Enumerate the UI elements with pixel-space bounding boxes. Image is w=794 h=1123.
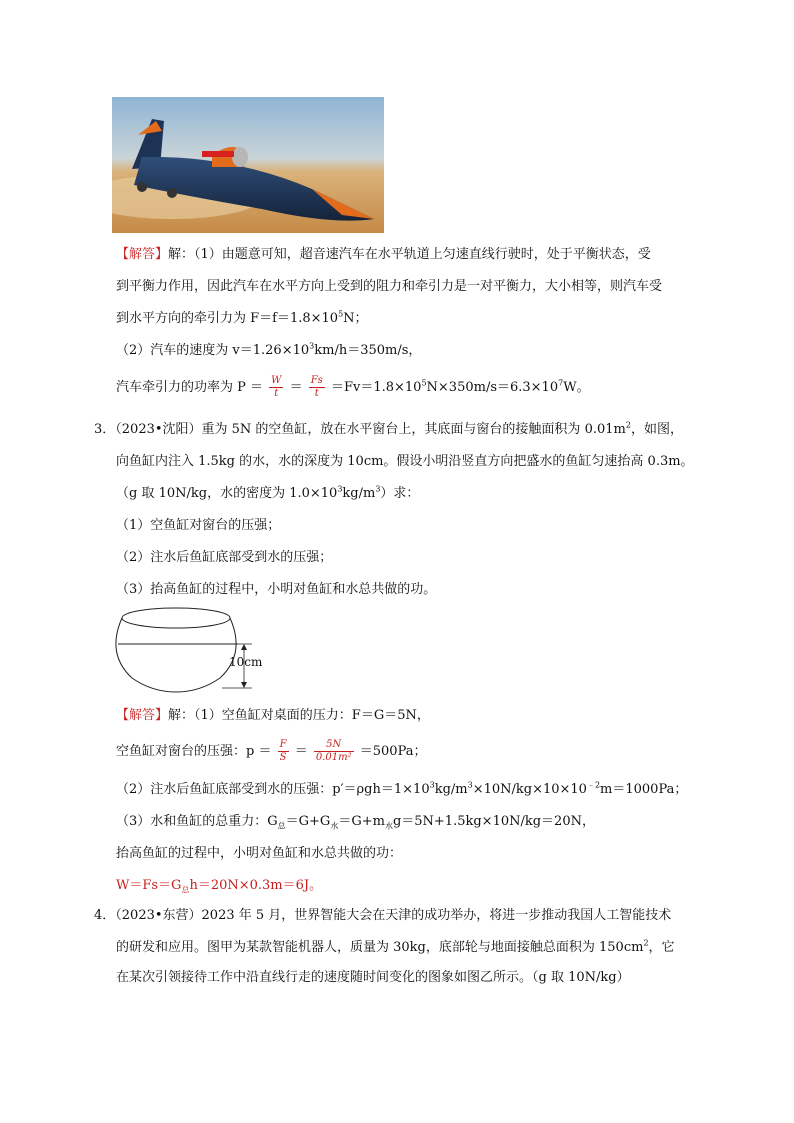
answer-line: （2）注水后鱼缸底部受到水的压强：$p'=\rho gh=1\times 10^3kg/m^3\times 10N/kg\times 10\times 10^{﹣2}m=1000Pa$； [116,780,688,797]
answer-line: （2）汽车的速度为 $v=1.26\times 10^3km/h=350m/s$， [116,341,422,358]
question-3-text: 3．（2023•沈阳）重为 5N 的空鱼缸，放在水平窗台上，其底面与窗台的接触面积为 $0.01m^2$，如图， [94,420,683,437]
answer-line: 空鱼缸对窗台的压强：p ＝ $\frac{F}{S}$ ＝ $\frac{5N}{\text{0.01m²}}$ ＝500Pa； [116,739,427,763]
figure-label: 10cm [229,655,263,669]
question-3-text: （g 取 10N/kg，水的密度为 $1.0\times 10^3kg/m^3$）求： [116,484,420,501]
sub-question-1: （1）空鱼缸对窗台的压强； [116,518,281,533]
sub-question-3: （3）抬高鱼缸的过程中，小明对鱼缸和水总共做的功。 [116,582,437,597]
question-3-text: 向鱼缸内注入 1.5kg 的水，水的深度为 10cm。假设小明沿竖直方向把盛水的鱼缸匀速抬高 0.3m。 [116,454,694,469]
answer-line: $W=Fs=G_总h=20N\times 0.3m=6J$。 [116,878,323,895]
sub-question-2: （2）注水后鱼缸底部受到水的压强； [116,550,333,565]
fraction: $\frac{F}{S}$ [279,739,287,763]
answer-label: 【解答】 [116,708,169,723]
supersonic-car-photo [112,97,384,233]
question-4-text: 的研发和应用。图甲为某款智能机器人，质量为 30kg，底部轮与地面接触总面积为 $150cm^2$，它 [116,938,675,955]
answer-line: 【解答】解：（1）由题意可知，超音速汽车在水平轨道上匀速直线行驶时，处于平衡状态，受 [116,247,651,262]
answer-label: 【解答】 [116,247,169,262]
question-4-text: 在某次引领接待工作中沿直线行走的速度随时间变化的图象如图乙所示。（g 取 10N/kg） [116,970,630,985]
answer-line: 到平衡力作用，因此汽车在水平方向上受到的阻力和牵引力是一对平衡力，大小相等，则汽车受 [116,279,663,294]
answer-line: 【解答】解：（1）空鱼缸对桌面的压力：F＝G＝5N， [116,708,430,723]
answer-line: 汽车牵引力的功率为 P ＝ $\frac{W}{t}$ ＝ $\frac{Fs}{t}$ $=Fv=1.8\times 10^5N\times 350m/s=6.3\times 10^7W$。 [116,375,590,399]
fraction: $\frac{Fs}{t}$ [310,375,323,399]
answer-line: （3）水和鱼缸的总重力：$G_总=G+G_水=G+m_水g=5N+1.5kg\times 10N/kg=20N$， [116,814,595,831]
fraction: $\frac{W}{t}$ [271,375,282,399]
question-4-text: 4．（2023•东营）2023 年 5 月，世界智能大会在天津的成功举办，将进一步推动我国人工智能技术 [94,908,672,923]
fraction: $\frac{5N}{\text{0.01m²}}$ [315,739,352,763]
answer-line: 到水平方向的牵引力为 $F=f=1.8\times 10^5N$； [116,309,368,326]
fish-tank-figure [112,604,282,696]
answer-line: 抬高鱼缸的过程中，小明对鱼缸和水总共做的功： [116,846,403,861]
